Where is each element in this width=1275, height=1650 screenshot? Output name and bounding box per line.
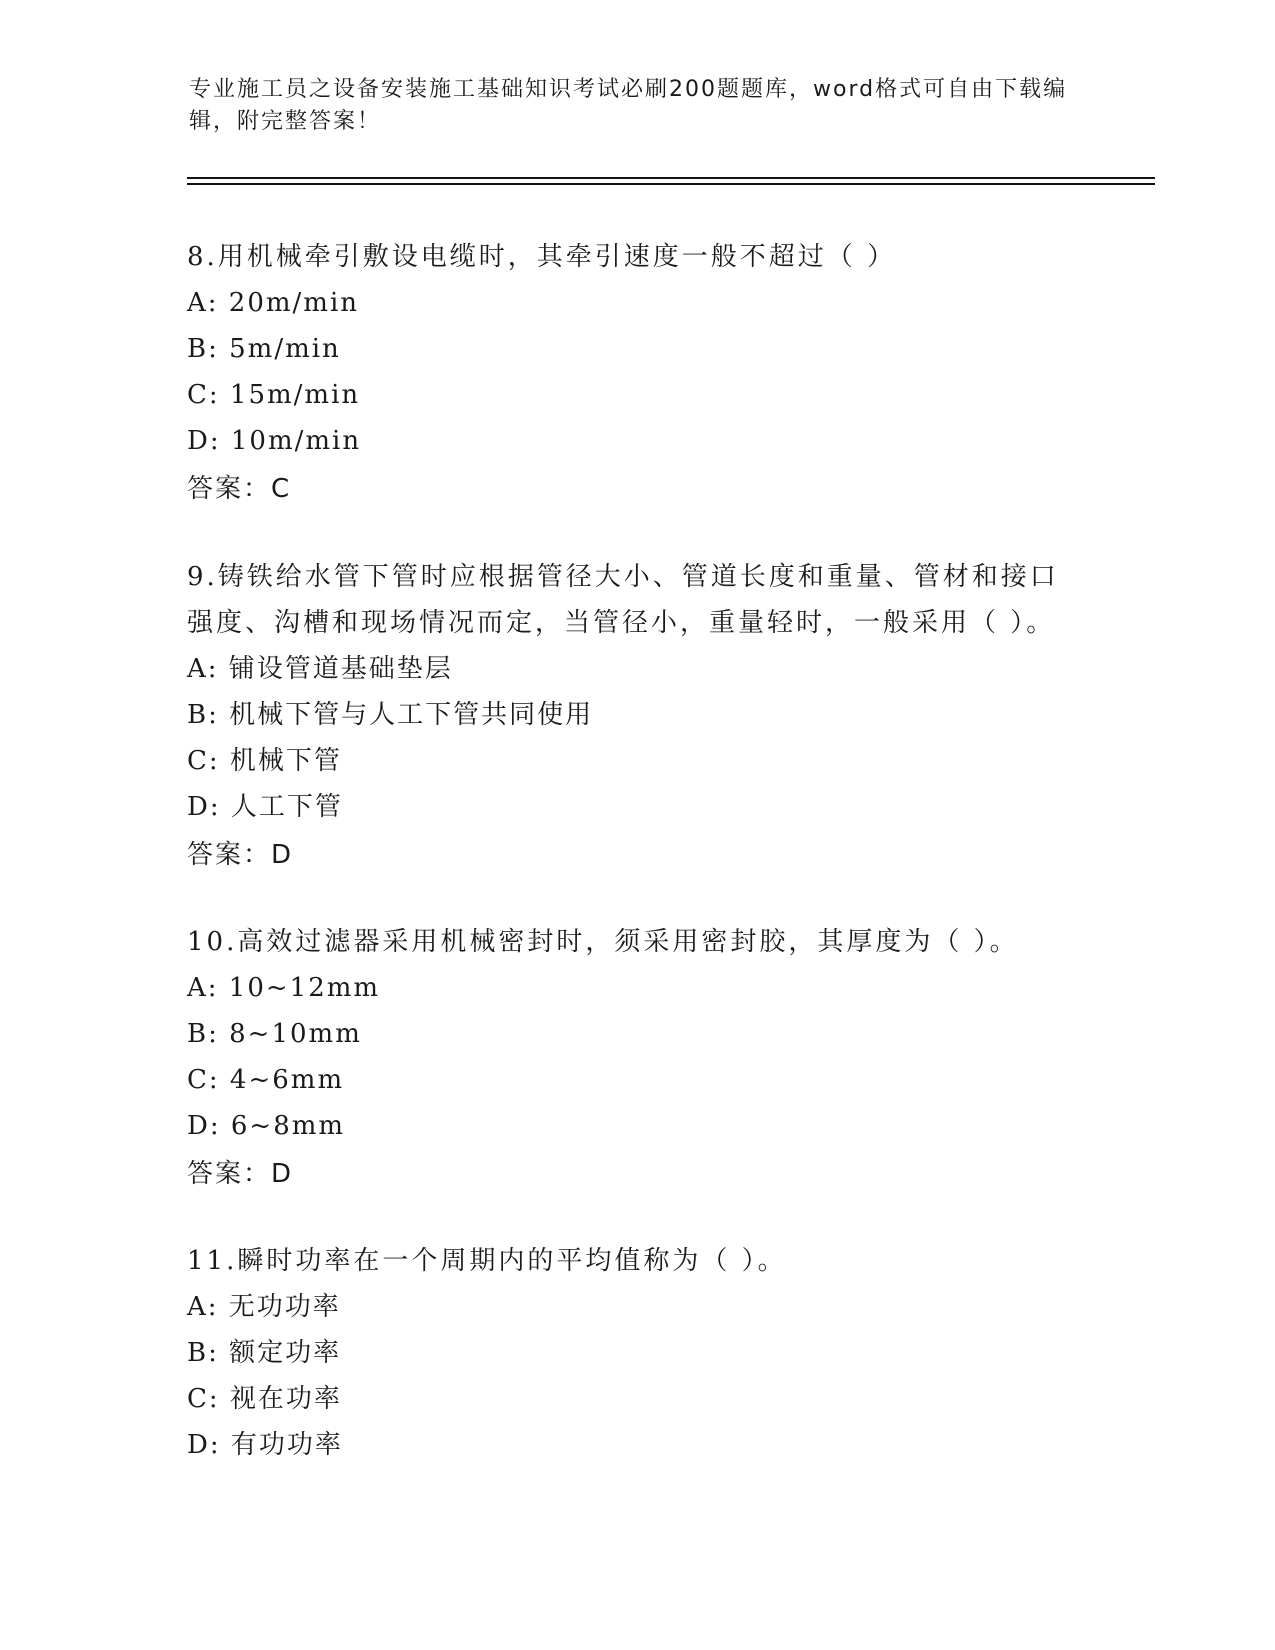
option-a: A: 10~12mm (187, 973, 381, 1003)
question-8 (187, 234, 1077, 512)
document-header (189, 74, 1089, 138)
option-b: B: 8~10mm (187, 1019, 362, 1049)
option-b: B: 额定功率 (187, 1338, 342, 1368)
question-stem: 10.高效过滤器采用机械密封时，须采用密封胶，其厚度为（ ）。 (187, 927, 1019, 957)
option-b: B: 机械下管与人工下管共同使用 (187, 700, 594, 730)
option-b: B: 5m/min (187, 334, 341, 364)
option-d: D: 6~8mm (187, 1111, 346, 1141)
option-c: C: 视在功率 (187, 1384, 342, 1414)
question-10 (187, 919, 1077, 1197)
option-c: C: 15m/min (187, 380, 361, 410)
answer: 答案：D (187, 1159, 294, 1189)
header-divider-top (187, 177, 1155, 179)
header-divider-bottom (187, 183, 1155, 185)
header-title: 专业施工员之设备安装施工基础知识考试必刷200题题库，word格式可自由下载编辑，附完整答案！ (189, 77, 1068, 134)
question-stem: 11.瞬时功率在一个周期内的平均值称为（ ）。 (187, 1246, 787, 1276)
answer: 答案：D (187, 840, 294, 870)
option-d: D: 10m/min (187, 426, 362, 456)
question-stem: 9.铸铁给水管下管时应根据管径大小、管道长度和重量、管材和接口强度、沟槽和现场情况而定，当管径小，重量轻时，一般采用（ ）。 (187, 562, 1059, 638)
option-d: D: 人工下管 (187, 792, 343, 822)
answer: 答案：C (187, 474, 292, 504)
option-a: A: 20m/min (187, 288, 360, 318)
question-11 (187, 1238, 1077, 1468)
option-a: A: 无功功率 (187, 1292, 341, 1322)
question-9 (187, 554, 1077, 878)
option-a: A: 铺设管道基础垫层 (187, 654, 453, 684)
option-d: D: 有功功率 (187, 1430, 343, 1460)
option-c: C: 机械下管 (187, 746, 342, 776)
option-c: C: 4~6mm (187, 1065, 345, 1095)
question-stem: 8.用机械牵引敷设电缆时，其牵引速度一般不超过（ ） (187, 242, 897, 272)
